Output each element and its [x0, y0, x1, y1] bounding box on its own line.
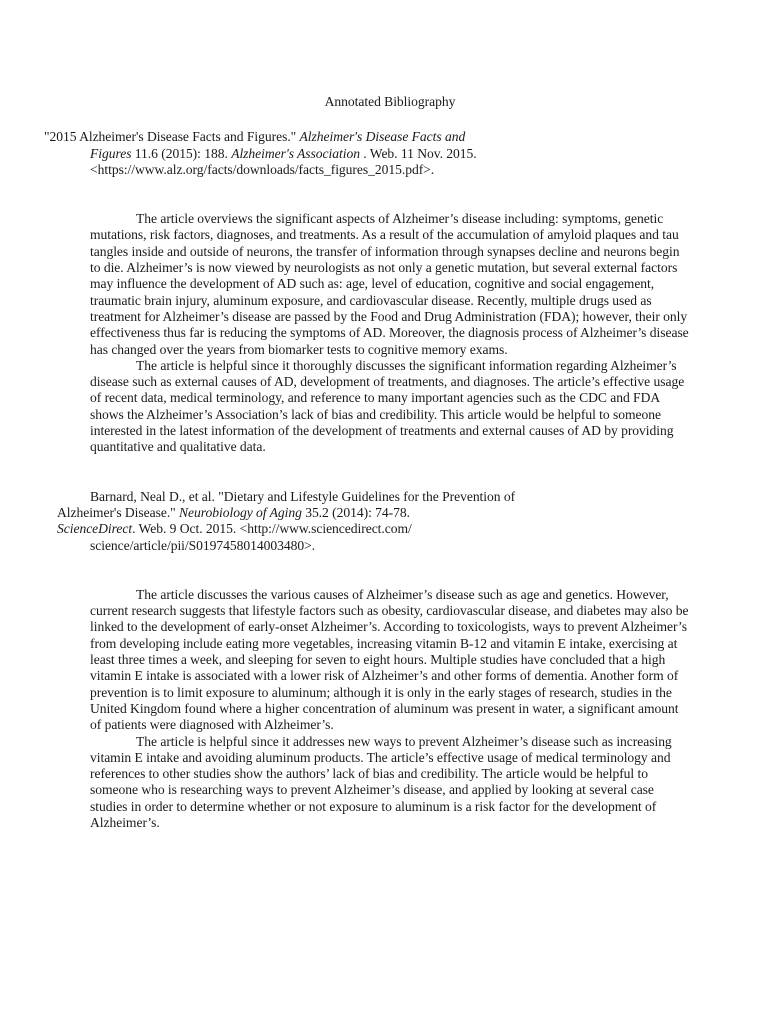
citation-2-line-2	[57, 504, 690, 521]
spacer	[90, 194, 690, 211]
spacer	[90, 456, 690, 489]
citation-2-line-3-part-2: . Web. 9 Oct. 2015. <http://www.sciencedirect.com/	[132, 521, 412, 537]
citation-1-line-3	[90, 161, 690, 178]
citation-1-line-1	[44, 129, 690, 145]
annotation-2-paragraph-1: The article discusses the various causes of Alzheimer’s disease such as age and genetics. However, current research suggests that lifestyle factors such as obesity, cardiovascular disease, and diabetes may also be linked to the development of early-onset Alzheimer’s. According to toxicologists, ways to prevent Alzheimer’s from developing include eating more vegetables, increasing vitamin B-12 and vitamin E intake, exercising at least three times a week, and sleeping for seven to eight hours. Multiple studies have concluded that a high vitamin E intake is associated with a lower risk of Alzheimer’s and other forms of dementia. Another form of prevention is to limit exposure to aluminum; although it is only in the early stages of research, studies in the United Kingdom found where a higher concentration of aluminum was present in water, a significant amount of patients were diagnosed with Alzheimer’s.	[90, 586, 689, 733]
citation-1-line-3-part-1: <https://www.alz.org/facts/downloads/facts_figures_2015.pdf>.	[90, 161, 435, 177]
citation-entry-2	[57, 488, 690, 554]
citation-2-line-4	[90, 537, 690, 554]
document-page	[44, 94, 690, 831]
citation-2-line-3-part-1: ScienceDirect	[57, 521, 133, 537]
annotation-1-paragraph-1: The article overviews the significant aspects of Alzheimer’s disease including: symptoms, genetic mutations, risk factors, diagnoses, and treatments. As a result of the accumulation of amyloid plaques and tau tangles inside and outside of neurons, the transfer of information through synapses decline and neurons begin to die. Alzheimer’s is now viewed by neurologists as not only a genetic mutation, but several external factors may influence the development of AD such as: age, level of education, cognitive and social engagement, traumatic brain injury, aluminum exposure, and cardiovascular disease. Recently, multiple drugs used as treatment for Alzheimer’s disease are passed by the Food and Drug Administration (FDA); however, their only effectiveness thus far is reducing the symptoms of AD. Moreover, the diagnosis process of Alzheimer’s disease has changed over the years from biomarker tests to cognitive memory exams.	[90, 211, 689, 357]
citation-1-line-2-part-4: . Web. 11 Nov. 2015.	[359, 145, 477, 161]
citation-entry-1	[44, 129, 690, 178]
citation-2-line-2-part-2: Neurobiology of Aging	[179, 504, 302, 520]
annotation-1-paragraph-2: The article is helpful since it thoroughly discusses the significant information regarding Alzheimer’s disease such as external causes of AD, development of treatments, and diagnoses. The article’s effective usage of recent data, medical terminology, and reference to many important agencies such as the CDC and FDA shows the Alzheimer’s Association’s lack of bias and credibility. This article would be helpful to someone interested in the latest information of the development of treatments and external causes of AD by providing quantitative and qualitative data.	[90, 357, 685, 455]
citation-1-line-2-part-3: Alzheimer's Association	[231, 145, 360, 161]
citation-1-line-1-part-2: Alzheimer's Disease Facts and	[299, 129, 466, 145]
citation-2-line-4-part-1: science/article/pii/S0197458014003480>.	[90, 537, 316, 553]
citation-2-line-1	[90, 489, 690, 505]
citation-2-line-1-part-1: Barnard, Neal D., et al. "Dietary and Lifestyle Guidelines for the Prevention of	[90, 488, 516, 504]
document-title: Annotated Bibliography	[324, 94, 456, 109]
citation-2-line-2-part-1: Alzheimer's Disease."	[57, 504, 180, 520]
citation-1-line-1-part-1: "2015 Alzheimer's Disease Facts and Figures."	[44, 129, 300, 145]
citation-1-line-2-part-1: Figures	[90, 145, 132, 161]
citation-1-line-2-part-2: 11.6 (2015): 188.	[131, 145, 232, 161]
spacer	[90, 554, 690, 587]
citation-1-line-2	[90, 145, 690, 162]
citation-2-line-2-part-3: 35.2 (2014): 74-78.	[301, 504, 410, 520]
citation-2-line-3	[57, 521, 690, 537]
spacer	[90, 178, 690, 194]
annotation-2-paragraph-2: The article is helpful since it addresses new ways to prevent Alzheimer’s disease such as increasing vitamin E intake and avoiding aluminum products. The article’s effective usage of medical terminology and references to other studies show the authors’ lack of bias and credibility. The article would be helpful to someone who is researching ways to prevent Alzheimer’s disease, and applied by looking at several case studies in order to determine whether or not exposure to aluminum is a risk factor for the development of Alzheimer’s.	[90, 733, 672, 830]
